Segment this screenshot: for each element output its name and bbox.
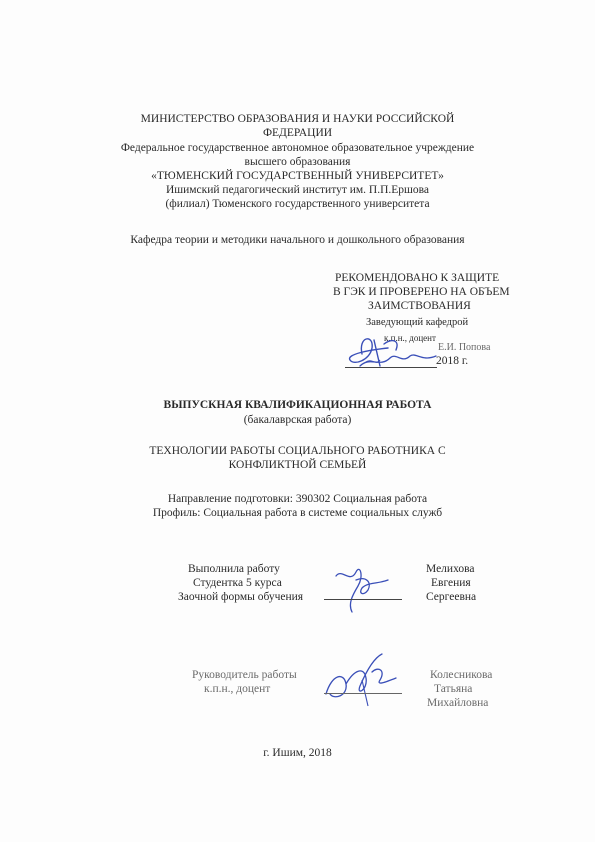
institute-line-1: Ишимский педагогический институт им. П.П.Ершова xyxy=(165,184,430,196)
city-year: г. Ишим, 2018 xyxy=(263,747,332,759)
university-name: «ТЮМЕНСКИЙ ГОСУДАРСТВЕННЫЙ УНИВЕРСИТЕТ» xyxy=(151,170,444,182)
student-label-1: Выполнила работу xyxy=(188,563,280,575)
approval-line-3: ЗАИМСТВОВАНИЯ xyxy=(368,300,471,312)
supervisor-surname: Колесникова xyxy=(430,669,493,681)
student-signature-line xyxy=(324,599,402,600)
topic-line-2: КОНФЛИКТНОЙ СЕМЬЕЙ xyxy=(228,459,367,471)
supervisor-label-2: к.п.н., доцент xyxy=(204,683,271,695)
ministry-line-2: ФЕДЕРАЦИИ xyxy=(262,127,333,139)
program-direction: Направление подготовки: 390302 Социальная работа xyxy=(167,493,428,505)
supervisor-label-1: Руководитель работы xyxy=(192,669,297,681)
work-subtype: (бакалаврская работа) xyxy=(243,414,352,426)
student-surname: Мелихова xyxy=(426,563,475,575)
student-first-name: Евгения xyxy=(431,577,471,589)
supervisor-patronymic: Михайловна xyxy=(427,697,489,709)
approval-date: 2018 г. xyxy=(436,355,469,367)
approval-name: Е.И. Попова xyxy=(438,342,491,353)
approval-position: Заведующий кафедрой xyxy=(366,317,469,328)
student-label-2: Студентка 5 курса xyxy=(193,577,282,589)
department-name: Кафедра теории и методики начального и дошкольного образования xyxy=(130,234,465,246)
program-profile: Профиль: Социальная работа в системе социальных служб xyxy=(152,507,443,519)
supervisor-signature xyxy=(316,650,408,708)
approval-line-1: РЕКОМЕНДОВАНО К ЗАЩИТЕ xyxy=(335,272,500,284)
approval-date-underline xyxy=(345,367,437,368)
student-label-3: Заочной формы обучения xyxy=(178,591,304,603)
student-signature xyxy=(322,558,404,616)
supervisor-signature-line xyxy=(324,693,402,694)
supervisor-first-name: Татьяна xyxy=(434,683,473,695)
approval-degree: к.п.н., доцент xyxy=(384,333,436,343)
institute-line-2: (филиал) Тюменского государственного университета xyxy=(165,198,430,210)
work-type: ВЫПУСКНАЯ КВАЛИФИКАЦИОННАЯ РАБОТА xyxy=(163,399,432,411)
fgaou-line-1: Федеральное государственное автономное образовательное учреждение xyxy=(120,142,475,154)
approval-line-2: В ГЭК И ПРОВЕРЕНО НА ОБЪЕМ xyxy=(333,286,510,298)
student-patronymic: Сергеевна xyxy=(426,591,477,603)
topic-line-1: ТЕХНОЛОГИИ РАБОТЫ СОЦИАЛЬНОГО РАБОТНИКА С xyxy=(149,445,446,457)
fgaou-line-2: высшего образования xyxy=(244,156,351,168)
ministry-line-1: МИНИСТЕРСТВО ОБРАЗОВАНИЯ И НАУКИ РОССИЙСКОЙ xyxy=(140,113,455,125)
